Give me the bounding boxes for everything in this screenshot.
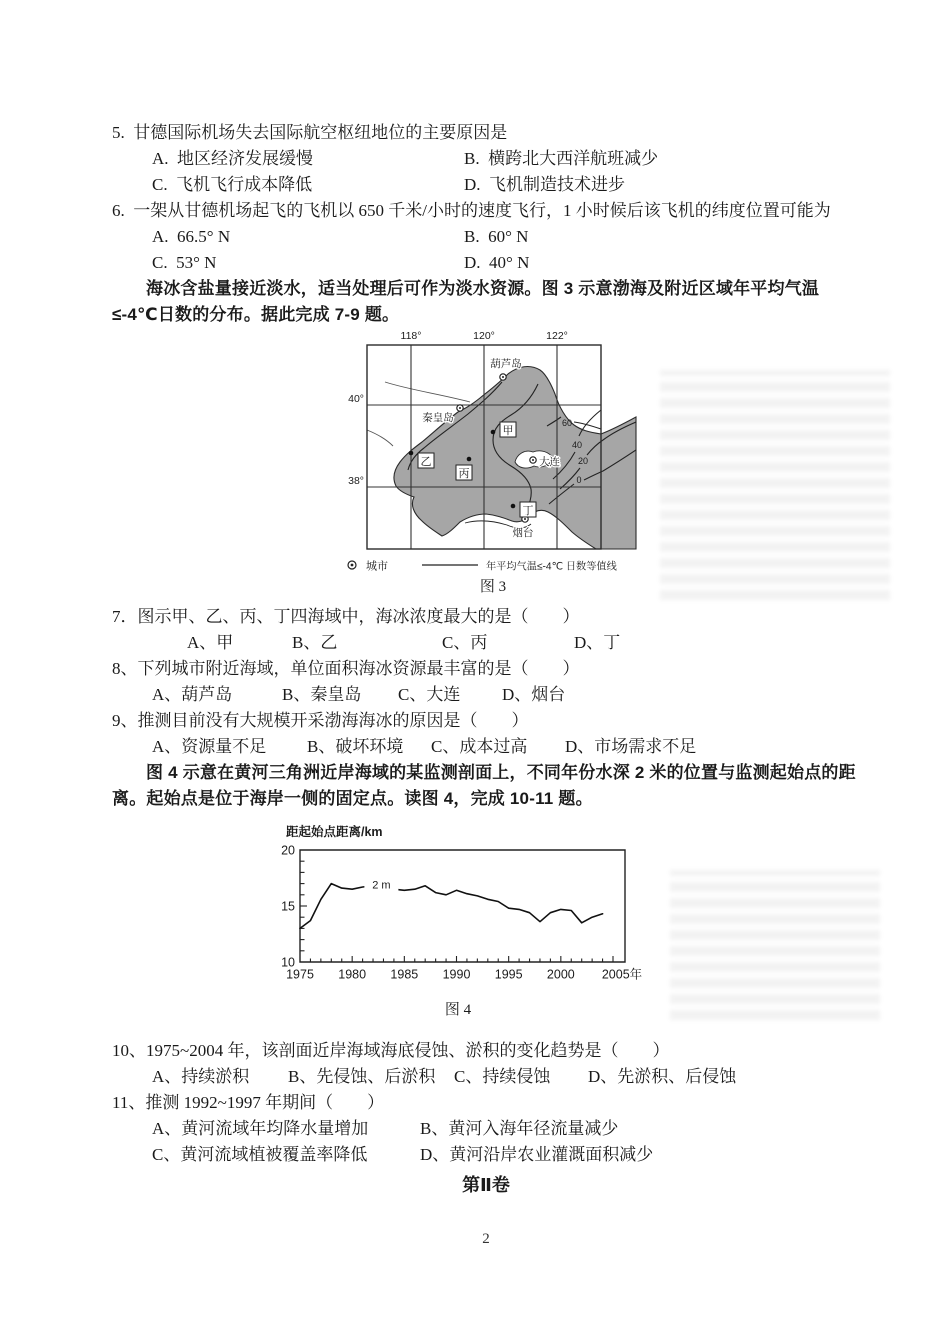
zone-box-bing — [456, 465, 472, 480]
option-item: A、黄河流域年均降水量增加 — [152, 1119, 369, 1138]
figure4-chart — [280, 822, 670, 1022]
svg-text:乙: 乙 — [420, 456, 432, 468]
question-stem: 7．图示甲、乙、丙、丁四海域中，海冰浓度最大的是（ ） — [112, 607, 580, 626]
lon-label: 122° — [546, 330, 568, 342]
question-7 — [112, 604, 860, 656]
option-item: D. 飞机制造技术进步 — [464, 175, 626, 194]
option-item: A、资源量不足 — [152, 737, 267, 756]
contour-label-0: 0 — [576, 475, 582, 485]
option-item: C. 飞机飞行成本降低 — [152, 175, 313, 194]
figure4-plot — [281, 844, 642, 982]
options-row — [112, 630, 860, 656]
option-item: A、葫芦岛 — [152, 685, 233, 704]
option-item: C、丙 — [442, 633, 488, 652]
svg-text:1995: 1995 — [494, 967, 523, 982]
question-8 — [112, 656, 860, 708]
sea-ice-intro-paragraph: 海冰含盐量接近淡水，适当处理后可作为淡水资源。图 3 示意渤海及附近区域年平均气温≤-4℃日数的分布。据此完成 7-9 题。 — [112, 279, 820, 324]
question-10 — [112, 1038, 860, 1090]
options-row — [112, 682, 860, 708]
option-item: C. 53° N — [152, 253, 217, 272]
city-label-yantai: 烟台 — [512, 527, 534, 539]
contour-label-20: 20 — [577, 456, 589, 466]
option-item: D、先淤积、后侵蚀 — [588, 1067, 737, 1086]
legend-isoline-label: 年平均气温≤-4℃ 日数等值线 — [486, 561, 617, 573]
option-item: B. 横跨北大西洋航班减少 — [464, 149, 659, 168]
options-row — [112, 224, 860, 250]
options-row — [112, 1064, 860, 1090]
question-5 — [112, 120, 860, 198]
option-item: D、黄河沿岸农业灌溉面积减少 — [420, 1145, 654, 1164]
options-row — [112, 734, 860, 760]
svg-text:15: 15 — [281, 899, 295, 914]
svg-text:丙: 丙 — [458, 468, 470, 480]
city-label-qinhuangdao: 秦皇岛 — [422, 412, 454, 424]
city-marker-qinhuangdao — [457, 405, 463, 411]
options-row — [112, 250, 860, 276]
svg-text:甲: 甲 — [502, 425, 514, 437]
city-label-dalian: 大连 — [539, 456, 560, 468]
option-item: B、先侵蚀、后淤积 — [288, 1067, 436, 1086]
lat-label: 40° — [348, 393, 364, 405]
question-stem: 9、推测目前没有大规模开采渤海海冰的原因是（ ） — [112, 711, 529, 730]
question-stem: 6. 一架从甘德机场起飞的飞机以 650 千米/小时的速度飞行，1 小时候后该飞机的纬度位置可能为 — [112, 201, 831, 220]
question-6 — [112, 198, 860, 276]
option-item: A. 地区经济发展缓慢 — [152, 149, 314, 168]
option-item: C、黄河流域植被覆盖率降低 — [152, 1145, 368, 1164]
section2-heading: 第Ⅱ卷 — [462, 1175, 510, 1195]
city-marker-huludao — [500, 374, 506, 380]
question-stem: 11、推测 1992~1997 年期间（ ） — [112, 1093, 385, 1112]
svg-text:1990: 1990 — [442, 967, 471, 982]
option-item: C、持续侵蚀 — [454, 1067, 551, 1086]
svg-text:10: 10 — [281, 955, 295, 970]
figure4-caption: 图 4 — [444, 1002, 472, 1018]
figure3-map — [330, 322, 640, 594]
question-11 — [112, 1090, 860, 1168]
svg-text:1980: 1980 — [338, 967, 367, 982]
lon-label: 120° — [473, 330, 495, 342]
option-item: C、大连 — [398, 685, 461, 704]
option-item: B. 60° N — [464, 227, 529, 246]
exam-content — [112, 120, 860, 1252]
figure4-ylabel: 距起始点距离/km — [286, 825, 383, 839]
option-item: C、成本过高 — [431, 737, 528, 756]
option-item: D. 40° N — [464, 253, 530, 272]
zone-box-jia — [500, 422, 516, 437]
option-item: A. 66.5° N — [152, 227, 231, 246]
city-marker-dalian — [530, 457, 536, 463]
zone-box-ding — [520, 502, 536, 517]
legend-city-label: 城市 — [366, 560, 388, 573]
option-item: A、持续淤积 — [152, 1067, 250, 1086]
svg-text:丁: 丁 — [522, 505, 534, 517]
options-row — [112, 146, 860, 172]
svg-text:20: 20 — [281, 843, 295, 858]
question-stem: 5. 甘德国际机场失去国际航空枢纽地位的主要原因是 — [112, 123, 508, 142]
svg-text:2 m: 2 m — [372, 879, 391, 892]
svg-text:1985: 1985 — [390, 967, 419, 982]
figure3-caption: 图 3 — [479, 579, 507, 594]
scan-ghost — [670, 870, 880, 1020]
zone-box-yi — [418, 453, 434, 468]
option-item: B、乙 — [292, 633, 338, 652]
option-item: B、破坏环境 — [307, 737, 404, 756]
option-item: B、黄河入海年径流量减少 — [420, 1119, 619, 1138]
option-item: A、甲 — [187, 633, 234, 652]
svg-text:1975: 1975 — [286, 967, 314, 982]
options-row — [112, 172, 860, 198]
option-item: D、市场需求不足 — [565, 737, 697, 756]
option-item: D、丁 — [574, 633, 621, 652]
options-row — [112, 1142, 860, 1168]
figure4-intro-paragraph: 图 4 示意在黄河三角洲近岸海域的某监测剖面上，不同年份水深 2 米的位置与监测起始点的距离。起始点是位于海岸一侧的固定点。读图 4，完成 10-11 题。 — [112, 763, 856, 808]
city-label-huludao: 葫芦岛 — [490, 358, 522, 370]
option-item: D、烟台 — [502, 685, 566, 704]
svg-text:2005年: 2005年 — [601, 967, 643, 982]
svg-text:2000: 2000 — [546, 967, 575, 982]
page-number: 2 — [482, 1231, 490, 1247]
option-item: B、秦皇岛 — [282, 685, 362, 704]
contour-label-60: 60 — [561, 418, 573, 428]
question-stem: 8、下列城市附近海域，单位面积海冰资源最丰富的是（ ） — [112, 659, 580, 678]
question-9 — [112, 708, 860, 760]
scan-ghost — [660, 370, 890, 600]
options-row — [112, 1116, 860, 1142]
lon-label: 118° — [400, 330, 422, 342]
lat-label: 38° — [348, 475, 364, 487]
question-stem: 10、1975~2004 年，该剖面近岸海域海底侵蚀、淤积的变化趋势是（ ） — [112, 1041, 670, 1060]
contour-label-40: 40 — [571, 440, 583, 450]
map-legend — [348, 560, 617, 573]
